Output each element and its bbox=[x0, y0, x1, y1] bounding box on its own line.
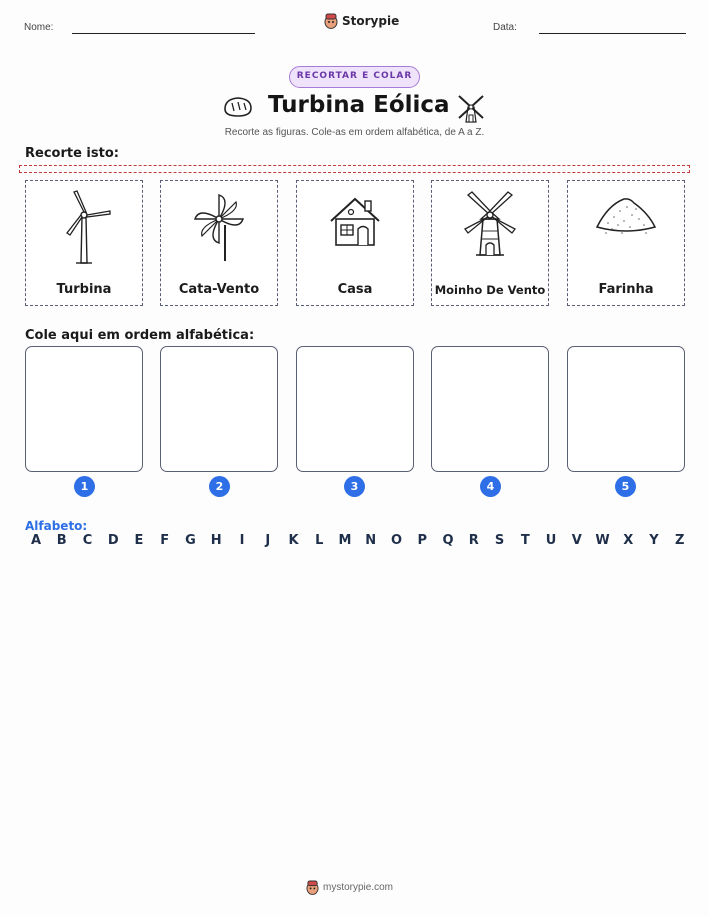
alphabet-letter: D bbox=[107, 533, 119, 548]
name-field[interactable] bbox=[72, 33, 255, 34]
title-row bbox=[0, 92, 709, 124]
page-title: Turbina Eólica bbox=[268, 92, 450, 118]
alphabet-letter: Q bbox=[442, 533, 454, 548]
cut-card-casa[interactable] bbox=[296, 180, 414, 306]
wind-turbine-icon bbox=[54, 189, 114, 265]
cut-card-turbina[interactable] bbox=[25, 180, 143, 306]
storypie-mascot-icon bbox=[306, 880, 319, 895]
alphabet-letter: G bbox=[185, 533, 196, 548]
alphabet-letter: W bbox=[595, 533, 610, 548]
cut-card-cata-vento[interactable] bbox=[160, 180, 278, 306]
card-label: Turbina bbox=[56, 282, 112, 297]
cut-section-label: Recorte isto: bbox=[25, 146, 119, 161]
slot-number-badge: 3 bbox=[344, 476, 365, 497]
house-icon bbox=[325, 189, 385, 265]
alphabet-letter: M bbox=[338, 533, 352, 548]
windmill-icon bbox=[460, 189, 520, 265]
slot-number-badge: 5 bbox=[615, 476, 636, 497]
card-label: Farinha bbox=[598, 282, 654, 297]
alphabet-letter: O bbox=[390, 533, 403, 548]
paste-slot-2[interactable] bbox=[160, 346, 278, 472]
slot-number-badge: 4 bbox=[480, 476, 501, 497]
brand-name: Storypie bbox=[342, 14, 400, 28]
alphabet-row bbox=[28, 533, 688, 548]
instructions: Recorte as figuras. Cole-as em ordem alfabética, de A a Z. bbox=[224, 127, 485, 138]
card-label: Moinho De Vento bbox=[434, 283, 546, 297]
paste-slot-4[interactable] bbox=[431, 346, 549, 472]
alphabet-letter: E bbox=[134, 533, 144, 548]
alphabet-letter: H bbox=[210, 533, 222, 548]
alphabet-title: Alfabeto: bbox=[25, 519, 88, 533]
flour-pile-icon bbox=[594, 189, 658, 265]
footer bbox=[306, 880, 393, 895]
alphabet-letter: B bbox=[56, 533, 67, 548]
date-field[interactable] bbox=[539, 33, 686, 34]
slot-number-badge: 1 bbox=[74, 476, 95, 497]
activity-badge: RECORTAR E COLAR bbox=[289, 66, 420, 88]
footer-url[interactable]: mystorypie.com bbox=[323, 882, 394, 893]
paste-slot-3[interactable] bbox=[296, 346, 414, 472]
alphabet-letter: S bbox=[494, 533, 505, 548]
paste-slot-1[interactable] bbox=[25, 346, 143, 472]
cut-card-moinho-de-vento[interactable] bbox=[431, 180, 549, 306]
brand-logo bbox=[324, 13, 399, 29]
cut-line bbox=[19, 165, 690, 173]
alphabet-letter: I bbox=[239, 533, 245, 548]
alphabet-letter: U bbox=[545, 533, 557, 548]
alphabet-letter: F bbox=[160, 533, 170, 548]
paste-section-label: Cole aqui em ordem alfabética: bbox=[25, 328, 255, 343]
alphabet-letter: K bbox=[288, 533, 299, 548]
alphabet-letter: T bbox=[520, 533, 530, 548]
alphabet-letter: A bbox=[30, 533, 42, 548]
alphabet-letter: Y bbox=[649, 533, 659, 548]
header bbox=[0, 0, 709, 40]
alphabet-letter: P bbox=[417, 533, 428, 548]
card-label: Cata-Vento bbox=[178, 282, 260, 297]
alphabet-letter: L bbox=[315, 533, 324, 548]
slot-number-badge: 2 bbox=[209, 476, 230, 497]
alphabet-letter: R bbox=[468, 533, 479, 548]
paste-slot-5[interactable] bbox=[567, 346, 685, 472]
card-label: Casa bbox=[337, 282, 373, 297]
alphabet-letter: Z bbox=[675, 533, 685, 548]
alphabet-letter: C bbox=[82, 533, 93, 548]
name-label: Nome: bbox=[24, 22, 54, 33]
windmill-small-icon bbox=[457, 93, 485, 123]
date-label: Data: bbox=[493, 22, 517, 33]
cut-card-farinha[interactable] bbox=[567, 180, 685, 306]
bread-icon bbox=[222, 95, 254, 119]
alphabet-letter: N bbox=[365, 533, 377, 548]
alphabet-letter: V bbox=[571, 533, 582, 548]
alphabet-letter: J bbox=[265, 533, 271, 548]
alphabet-letter: X bbox=[623, 533, 634, 548]
pinwheel-icon bbox=[189, 189, 249, 265]
storypie-mascot-icon bbox=[324, 13, 338, 29]
